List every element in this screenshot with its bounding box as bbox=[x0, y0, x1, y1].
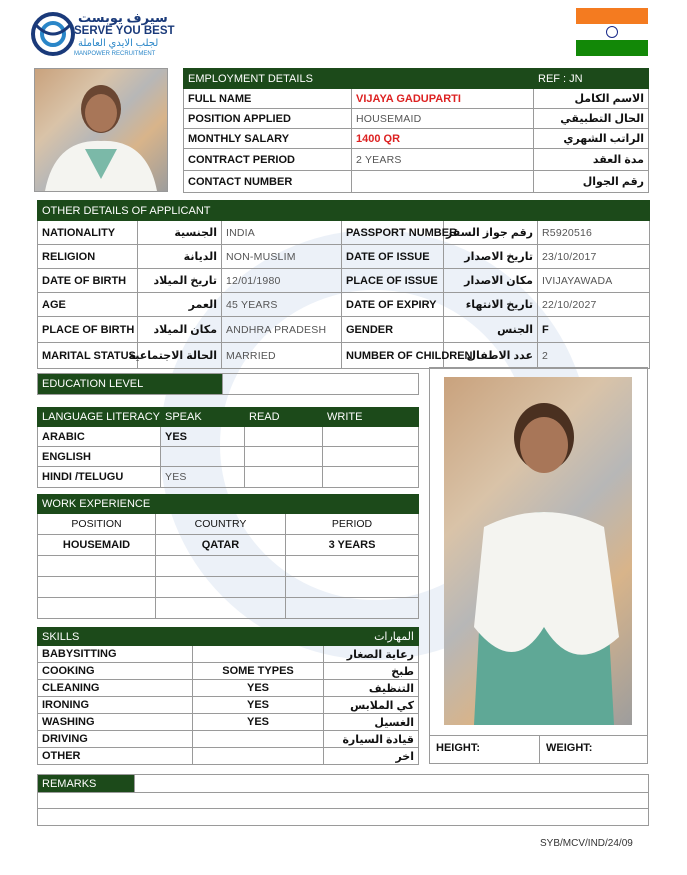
skill-value bbox=[193, 731, 324, 748]
gender-label: GENDER bbox=[342, 317, 444, 343]
skill-value bbox=[193, 748, 324, 765]
salary-arabic: الراتب الشهري bbox=[534, 129, 649, 149]
issue-place-value: IVIJAYAWADA bbox=[538, 269, 650, 293]
skills-header: SKILLS bbox=[38, 628, 193, 646]
age-label: AGE bbox=[38, 293, 138, 317]
skill-arabic: رعاية الصغار bbox=[324, 646, 419, 663]
position-arabic: الحال التطبيقي bbox=[534, 109, 649, 129]
language-table bbox=[37, 407, 419, 488]
religion-label: RELIGION bbox=[38, 245, 138, 269]
religion-arabic: الديانة bbox=[138, 245, 222, 269]
marital-arabic: الحالة الاجتماعية bbox=[138, 343, 222, 369]
ref-label: REF : JN bbox=[534, 69, 649, 89]
gender-arabic: الجنس bbox=[444, 317, 538, 343]
gender-value: F bbox=[538, 317, 650, 343]
read-header: READ bbox=[245, 408, 323, 427]
marital-value: MARRIED bbox=[222, 343, 342, 369]
salary-label: MONTHLY SALARY bbox=[184, 129, 352, 149]
dob-arabic: تاريخ الميلاد bbox=[138, 269, 222, 293]
skill-arabic: كي الملابس bbox=[324, 697, 419, 714]
skill-value: YES bbox=[193, 714, 324, 731]
speak-cell: YES bbox=[161, 467, 245, 488]
company-logo bbox=[30, 10, 180, 60]
salary-value: 1400 QR bbox=[352, 129, 534, 149]
full-name-label: FULL NAME bbox=[184, 89, 352, 109]
work-empty-cell bbox=[286, 556, 419, 577]
language-row: HINDI /TELUGU bbox=[38, 467, 161, 488]
education-table bbox=[37, 373, 419, 395]
write-cell bbox=[323, 427, 419, 447]
work-empty-cell bbox=[156, 577, 286, 598]
expiry-label: DATE OF EXPIRY bbox=[342, 293, 444, 317]
work-empty-cell bbox=[156, 556, 286, 577]
skill-row: DRIVING bbox=[38, 731, 193, 748]
other-details-table bbox=[37, 200, 650, 369]
india-flag-icon bbox=[576, 8, 648, 56]
work-position: HOUSEMAID bbox=[38, 535, 156, 556]
write-cell bbox=[323, 447, 419, 467]
dob-value: 12/01/1980 bbox=[222, 269, 342, 293]
age-value: 45 YEARS bbox=[222, 293, 342, 317]
work-header: WORK EXPERIENCE bbox=[38, 495, 419, 514]
employment-details-table bbox=[183, 68, 649, 193]
issue-place-label: PLACE OF ISSUE bbox=[342, 269, 444, 293]
logo-name: SERVE YOU BEST bbox=[74, 25, 175, 37]
write-header: WRITE bbox=[323, 408, 419, 427]
religion-value: NON-MUSLIM bbox=[222, 245, 342, 269]
education-value bbox=[223, 374, 419, 395]
skill-row: BABYSITTING bbox=[38, 646, 193, 663]
other-details-header: OTHER DETAILS OF APPLICANT bbox=[38, 201, 650, 221]
weight-label: WEIGHT: bbox=[546, 742, 593, 754]
dob-label: DATE OF BIRTH bbox=[38, 269, 138, 293]
skill-row: CLEANING bbox=[38, 680, 193, 697]
birthplace-value: ANDHRA PRADESH bbox=[222, 317, 342, 343]
work-empty-cell bbox=[156, 598, 286, 619]
education-label: EDUCATION LEVEL bbox=[38, 374, 223, 395]
children-label: NUMBER OF CHILDREN bbox=[342, 343, 444, 369]
skill-value: SOME TYPES bbox=[193, 663, 324, 680]
birthplace-label: PLACE OF BIRTH bbox=[38, 317, 138, 343]
position-value: HOUSEMAID bbox=[352, 109, 534, 129]
skill-value: YES bbox=[193, 697, 324, 714]
work-country: QATAR bbox=[156, 535, 286, 556]
remarks-line bbox=[38, 793, 649, 809]
employment-header: EMPLOYMENT DETAILS bbox=[184, 69, 534, 89]
work-experience-table bbox=[37, 494, 419, 619]
contact-arabic: رقم الجوال bbox=[534, 171, 649, 193]
write-cell bbox=[323, 467, 419, 488]
nationality-value: INDIA bbox=[222, 221, 342, 245]
language-header: LANGUAGE LITERACY bbox=[38, 408, 161, 427]
expiry-value: 22/10/2027 bbox=[538, 293, 650, 317]
skill-row: IRONING bbox=[38, 697, 193, 714]
skill-arabic: التنظيف bbox=[324, 680, 419, 697]
age-arabic: العمر bbox=[138, 293, 222, 317]
skill-row: WASHING bbox=[38, 714, 193, 731]
logo-emblem-icon bbox=[30, 10, 76, 58]
read-cell bbox=[245, 467, 323, 488]
expiry-arabic: تاريخ الانتهاء bbox=[444, 293, 538, 317]
skill-arabic: قيادة السيارة bbox=[324, 731, 419, 748]
remarks-table bbox=[37, 774, 649, 826]
passport-label: PASSPORT NUMBER bbox=[342, 221, 444, 245]
issue-place-arabic: مكان الاصدار bbox=[444, 269, 538, 293]
passport-value: R5920516 bbox=[538, 221, 650, 245]
remarks-line bbox=[38, 809, 649, 826]
applicant-photo-large bbox=[444, 377, 632, 725]
language-row: ARABIC bbox=[38, 427, 161, 447]
work-empty-cell bbox=[286, 598, 419, 619]
work-empty-cell bbox=[38, 598, 156, 619]
country-col-header: COUNTRY bbox=[156, 514, 286, 535]
skill-value: YES bbox=[193, 680, 324, 697]
work-empty-cell bbox=[286, 577, 419, 598]
period-col-header: PERIOD bbox=[286, 514, 419, 535]
work-period: 3 YEARS bbox=[286, 535, 419, 556]
speak-cell: YES bbox=[161, 427, 245, 447]
contact-label: CONTACT NUMBER bbox=[184, 171, 352, 193]
work-empty-cell bbox=[38, 556, 156, 577]
contract-arabic: مدة العقد bbox=[534, 149, 649, 171]
measurements-row bbox=[430, 735, 647, 763]
skill-arabic: طبخ bbox=[324, 663, 419, 680]
height-label: HEIGHT: bbox=[436, 742, 480, 754]
issue-date-label: DATE OF ISSUE bbox=[342, 245, 444, 269]
applicant-photo-small bbox=[34, 68, 168, 192]
language-row: ENGLISH bbox=[38, 447, 161, 467]
issue-date-arabic: تاريخ الاصدار bbox=[444, 245, 538, 269]
work-empty-cell bbox=[38, 577, 156, 598]
remarks-header: REMARKS bbox=[38, 775, 135, 793]
full-name-arabic: الاسم الكامل bbox=[534, 89, 649, 109]
children-arabic: عدد الاطفال bbox=[444, 343, 538, 369]
position-label: POSITION APPLIED bbox=[184, 109, 352, 129]
read-cell bbox=[245, 427, 323, 447]
skill-arabic: الغسيل bbox=[324, 714, 419, 731]
skill-row: COOKING bbox=[38, 663, 193, 680]
skills-header-arabic: المهارات bbox=[324, 628, 419, 646]
speak-cell bbox=[161, 447, 245, 467]
document-code: SYB/MCV/IND/24/09 bbox=[540, 838, 633, 849]
skill-arabic: اخر bbox=[324, 748, 419, 765]
position-col-header: POSITION bbox=[38, 514, 156, 535]
birthplace-arabic: مكان الميلاد bbox=[138, 317, 222, 343]
logo-sub-arabic: لجلب الايدي العاملة bbox=[78, 38, 159, 49]
children-value: 2 bbox=[538, 343, 650, 369]
contract-label: CONTRACT PERIOD bbox=[184, 149, 352, 171]
skill-value bbox=[193, 646, 324, 663]
nationality-label: NATIONALITY bbox=[38, 221, 138, 245]
photo-panel bbox=[429, 367, 648, 764]
issue-date-value: 23/10/2017 bbox=[538, 245, 650, 269]
speak-header: SPEAK bbox=[161, 408, 245, 427]
logo-tagline: MANPOWER RECRUITMENT bbox=[74, 51, 156, 57]
passport-arabic: رقم جواز السفر bbox=[444, 221, 538, 245]
read-cell bbox=[245, 447, 323, 467]
contact-value bbox=[352, 171, 534, 193]
nationality-arabic: الجنسية bbox=[138, 221, 222, 245]
skills-table bbox=[37, 627, 419, 765]
contract-value: 2 YEARS bbox=[352, 149, 534, 171]
full-name-value: VIJAYA GADUPARTI bbox=[352, 89, 534, 109]
skill-row: OTHER bbox=[38, 748, 193, 765]
logo-arabic: سيرف يوبست bbox=[78, 10, 168, 25]
marital-label: MARITAL STATUS bbox=[38, 343, 138, 369]
